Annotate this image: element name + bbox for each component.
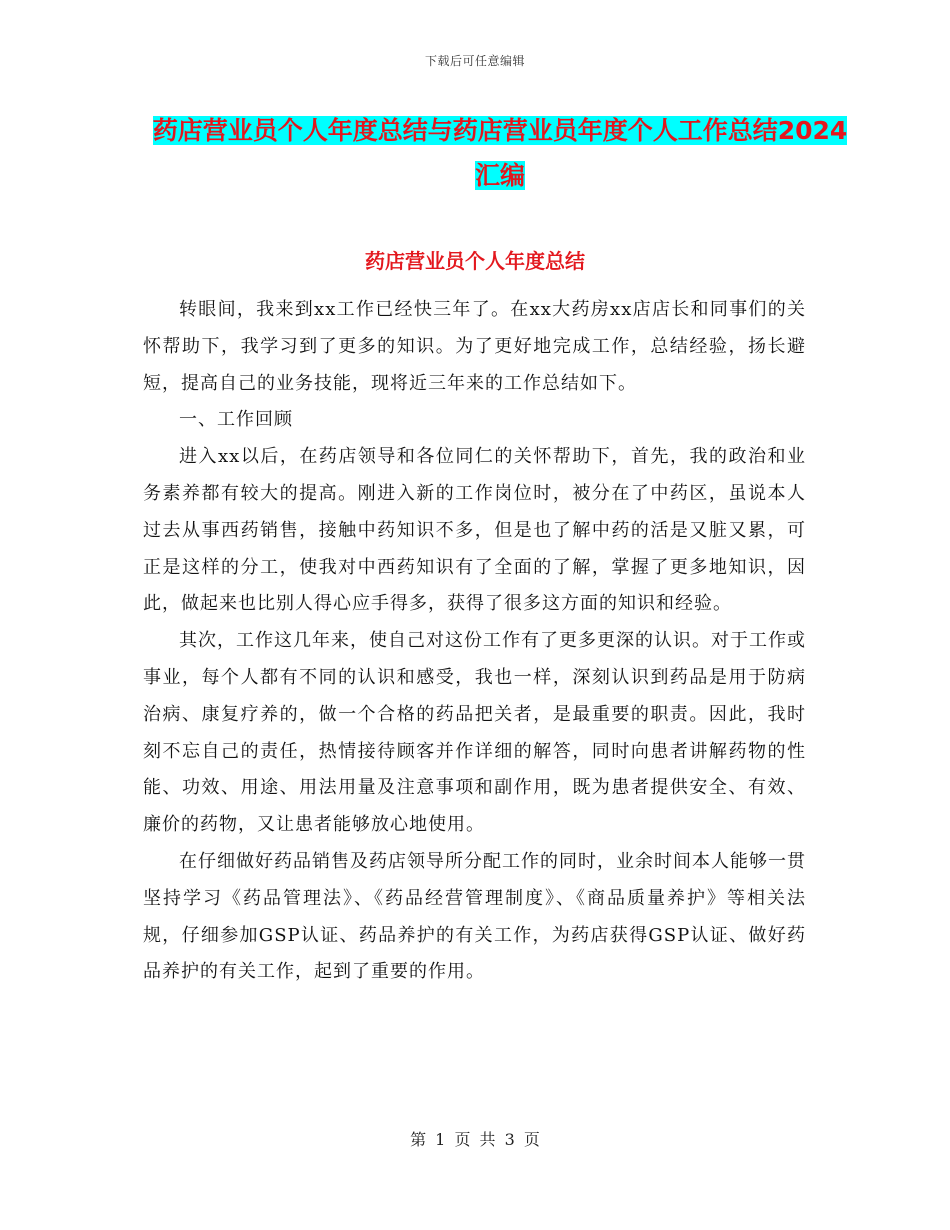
page-number: 第 1 页 共 3 页 <box>410 1130 540 1149</box>
body-paragraph: 进入xx以后，在药店领导和各位同仁的关怀帮助下，首先，我的政治和业务素养都有较大的提高。刚进入新的工作岗位时，被分在了中药区，虽说本人过去从事西药销售，接触中药知识不多，但是也了解中药的活是又脏又累，可正是这样的分工，使我对中西药知识有了全面的了解，掌握了更多地知识，因此，做起来也比别人得心应手得多，获得了很多这方面的知识和经验。 <box>143 446 806 615</box>
header-note: 下载后可任意编辑 <box>424 54 525 68</box>
body-paragraph: 在仔细做好药品销售及药店领导所分配工作的同时，业余时间本人能够一贯坚持学习《药品管理法》、《药品经营管理制度》、《商品质量养护》等相关法规，仔细参加GSP认证、药品养护的有关工作，为药店获得GSP认证、做好药品养护的有关工作，起到了重要的作用。 <box>143 850 806 983</box>
document-body <box>143 292 806 991</box>
body-paragraph: 其次，工作这几年来，使自己对这份工作有了更多更深的认识。对于工作或事业，每个人都有不同的认识和感受，我也一样，深刻认识到药品是用于防病治病、康复疗养的，做一个合格的药品把关者，是最重要的职责。因此，我时刻不忘自己的责任，热情接待顾客并作详细的解答，同时向患者讲解药物的性能、功效、用途、用法用量及注意事项和副作用，既为患者提供安全、有效、廉价的药物，又让患者能够放心地使用。 <box>143 630 806 836</box>
document-title <box>145 108 855 198</box>
body-heading-work-review: 一、工作回顾 <box>179 409 293 431</box>
body-paragraph: 转眼间，我来到xx工作已经快三年了。在xx大药房xx店店长和同事们的关怀帮助下，我学习到了更多的知识。为了更好地完成工作，总结经验，扬长避短，提高自己的业务技能，现将近三年来的工作总结如下。 <box>143 299 806 394</box>
section-title: 药店营业员个人年度总结 <box>365 249 585 273</box>
document-title-text: 药店营业员个人年度总结与药店营业员年度个人工作总结2024汇编 <box>152 116 848 190</box>
